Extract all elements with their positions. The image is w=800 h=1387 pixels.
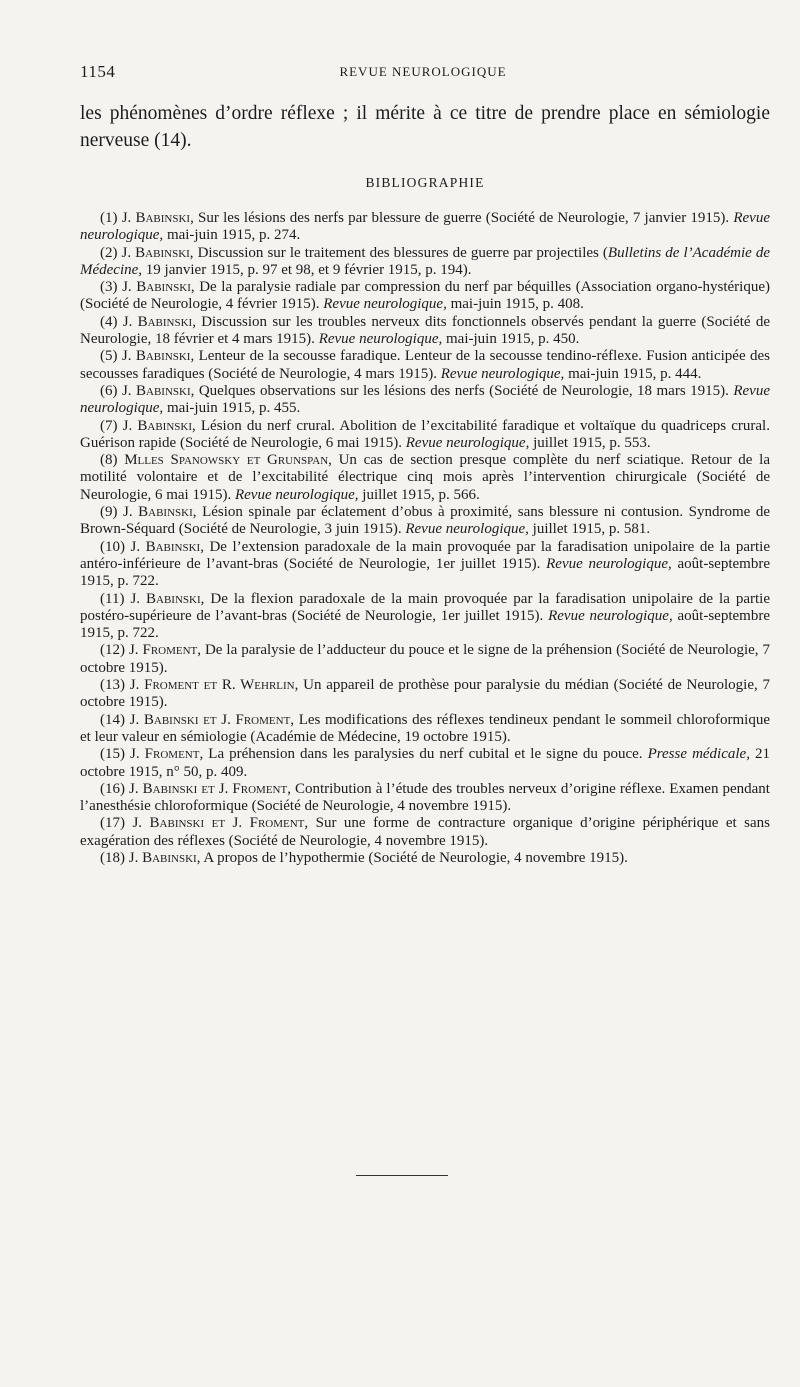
end-rule (356, 1175, 448, 1176)
entry-author: J. Babinski, (122, 417, 196, 434)
bibliography-entry (80, 418, 770, 453)
entry-text: De la paralysie de l’adducteur du pouce et le signe de la préhension (Société de Neurologie, 7 octobre 1915). (80, 642, 771, 676)
entry-tail: juillet 1915, p. 566. (358, 486, 480, 503)
entry-author: J. Babinski et J. Froment, (129, 711, 295, 728)
entry-text: Quelques observations sur les lésions des nerfs (Société de Neurologie, 18 mars 1915). (194, 382, 729, 399)
entry-author: J. Babinski, (123, 504, 197, 521)
bibliography-entry (80, 383, 770, 418)
bibliography-entry (80, 591, 770, 643)
entry-number: (7) (100, 417, 123, 434)
entry-number: (4) (100, 313, 123, 330)
entry-tail: mai-juin 1915, p. 274. (163, 227, 301, 244)
entry-text: Contribution à l’étude des troubles nerveux d’origine réflexe. Examen pendant l’anesthésie chloroformique (Société de Neurologie, 4 novembre 1915). (80, 780, 770, 815)
entry-number: (16) (100, 780, 130, 797)
entry-journal: Revue neurologique, (80, 210, 770, 244)
entry-journal: Bulletins de l’Académie de Médecine, (80, 244, 770, 278)
entry-tail: août-septembre 1915, p. 722. (80, 555, 770, 590)
entry-text: Discussion sur le traitement des blessures de guerre par projectiles ( (193, 244, 608, 261)
entry-author: J. Froment et R. Wehrlin, (129, 677, 299, 694)
entry-text: De l’extension paradoxale de la main provoquée par la faradisation unipolaire de la partie antéro-inférieure de l’avant-bras (Société de Neurologie, 1er juillet 1915). (80, 538, 770, 572)
entry-journal: Revue neurologique, (436, 365, 565, 382)
entry-tail: 21 octobre 1915, n° 50, p. 409. (80, 746, 771, 780)
entry-journal: Revue neurologique, (319, 296, 447, 313)
entry-author: J. Babinski, (121, 244, 194, 261)
entry-number: (2) (100, 244, 122, 261)
bibliography-entry (80, 815, 770, 850)
entry-tail: août-septembre 1915, p. 722. (80, 607, 770, 642)
entry-author: J. Babinski, (130, 590, 205, 607)
running-title: REVUE NEUROLOGIQUE (339, 64, 507, 79)
entry-text: Sur les lésions des nerfs par blessure de guerre (Société de Neurologie, 7 janvier 1915). (193, 210, 730, 226)
entry-text: Un cas de section presque complète du nerf sciatique. Retour de la motilité volontaire et de l’excitabilité électrique cinq mois après l’intervention chirurgicale (Société de Neurologie, 6 mai 1915). (80, 452, 770, 503)
entry-text: Lésion du nerf crural. Abolition de l’excitabilité faradique et voltaïque du quadriceps crural. Guérison rapide (Société de Neurologie, 6 mai 1915). (80, 417, 770, 451)
entry-tail: mai-juin 1915, p. 450. (442, 331, 580, 348)
entry-author: J. Babinski et J. Froment, (132, 815, 309, 832)
bibliography-entry (80, 642, 770, 677)
page-number: 1154 (80, 62, 116, 81)
bibliography-entry (80, 314, 770, 349)
entry-text: De la paralysie radiale par compression du nerf par béquilles (Association organo-hystérique) (Société de Neurologie, 4 février 1915). (80, 279, 770, 313)
entry-number: (3) (100, 279, 123, 296)
entry-tail: juillet 1915, p. 581. (528, 521, 651, 538)
entry-text: Discussion sur les troubles nerveux dits fonctionnels observés pendant la guerre (Société de Neurologie, 18 février et 4 mars 1915). (80, 313, 770, 348)
entry-number: (9) (100, 504, 124, 521)
entry-number: (5) (100, 348, 122, 365)
entry-author: J. Babinski, (121, 210, 194, 226)
entry-tail: juillet 1915, p. 553. (529, 434, 651, 451)
entry-number: (17) (100, 815, 133, 832)
bibliography-entry (80, 781, 770, 816)
entry-journal: Revue neurologique, (543, 607, 673, 624)
bibliography-entry (80, 452, 770, 504)
entry-number: (10) (100, 538, 131, 555)
entry-number: (11) (100, 590, 131, 607)
entry-text: Les modifications des réflexes tendineux pendant le sommeil chloroformique et leur valeur en sémiologie (Académie de Médecine, 19 octobre 1915). (80, 711, 770, 745)
entry-number: (1) (100, 210, 122, 226)
entry-number: (6) (100, 382, 122, 399)
entry-author: Mlles Spanowsky et Grunspan, (124, 452, 332, 469)
entry-tail: 19 janvier 1915, p. 97 et 98, et 9 février 1915, p. 194). (142, 261, 472, 278)
bibliography-entry (80, 539, 770, 591)
entry-journal: Revue neurologique, (402, 434, 530, 451)
entry-tail: mai-juin 1915, p. 455. (163, 400, 301, 417)
bibliography-entry (80, 746, 770, 781)
bibliography-list (80, 210, 770, 867)
entry-journal: Revue neurologique, (80, 382, 770, 417)
entry-author: J. Babinski, (122, 313, 196, 330)
entry-number: (18) (100, 849, 129, 866)
entry-text: Sur une forme de contracture organique d’origine périphérique et sans exagération des réflexes (Société de Neurologie, 4 novembre 1915). (80, 815, 770, 849)
entry-text: A propos de l’hypothermie (Société de Neurologie, 4 novembre 1915). (200, 849, 628, 866)
entry-author: J. Froment, (130, 746, 204, 763)
entry-tail: mai-juin 1915, p. 408. (446, 296, 584, 313)
section-title: BIBLIOGRAPHIE (365, 175, 485, 190)
entry-author: J. Babinski, (122, 279, 195, 296)
bibliography-entry (80, 504, 770, 539)
entry-text: Un appareil de prothèse pour paralysie du médian (Société de Neurologie, 7 octobre 1915). (80, 677, 770, 711)
entry-author: J. Babinski, (121, 382, 195, 399)
entry-author: J. Babinski, (121, 348, 195, 365)
entry-author: J. Babinski, (128, 849, 201, 866)
entry-journal: Revue neurologique, (401, 521, 529, 538)
entry-author: J. Babinski et J. Froment, (129, 780, 291, 797)
bibliography-entry (80, 348, 770, 383)
entry-journal: Revue neurologique, (314, 331, 443, 348)
entry-author: J. Babinski, (130, 538, 204, 555)
bibliography-entry (80, 245, 770, 280)
bibliography-entry (80, 850, 770, 867)
entry-journal: Revue neurologique, (231, 486, 359, 503)
entry-number: (15) (100, 746, 131, 763)
bibliography-entry (80, 677, 770, 712)
entry-author: J. Froment, (128, 642, 202, 659)
entry-number: (12) (100, 642, 129, 659)
bibliography-entry (80, 210, 770, 245)
entry-tail: mai-juin 1915, p. 444. (564, 365, 702, 382)
entry-journal: Revue neurologique, (540, 555, 672, 572)
bibliography-entry (80, 279, 770, 314)
entry-number: (13) (100, 677, 130, 694)
entry-journal: Presse médicale, (642, 746, 750, 763)
bibliography-entry (80, 712, 770, 747)
entry-text: La préhension dans les paralysies du nerf cubital et le signe du pouce. (203, 746, 643, 763)
entry-number: (8) (100, 452, 125, 469)
page-header (78, 62, 768, 82)
entry-text: Lenteur de la secousse faradique. Lenteur de la secousse tendino-réflexe. Fusion anticipée des secousses faradiques (Société de Neurologie, 4 mars 1915). (80, 348, 770, 382)
entry-text: De la flexion paradoxale de la main provoquée par la faradisation unipolaire de la partie postéro-supérieure de l’avant-bras (Société de Neurologie, 1er juillet 1915). (80, 590, 770, 624)
intro-paragraph: les phénomènes d’ordre réflexe ; il mérite à ce titre de prendre place en sémiologie nerveuse (14). (80, 103, 770, 151)
entry-number: (14) (100, 711, 130, 728)
entry-text: Lésion spinale par éclatement d’obus à proximité, sans blessure ni contusion. Syndrome de Brown-Séquard (Société de Neurologie, 3 juin 1915). (80, 504, 770, 538)
